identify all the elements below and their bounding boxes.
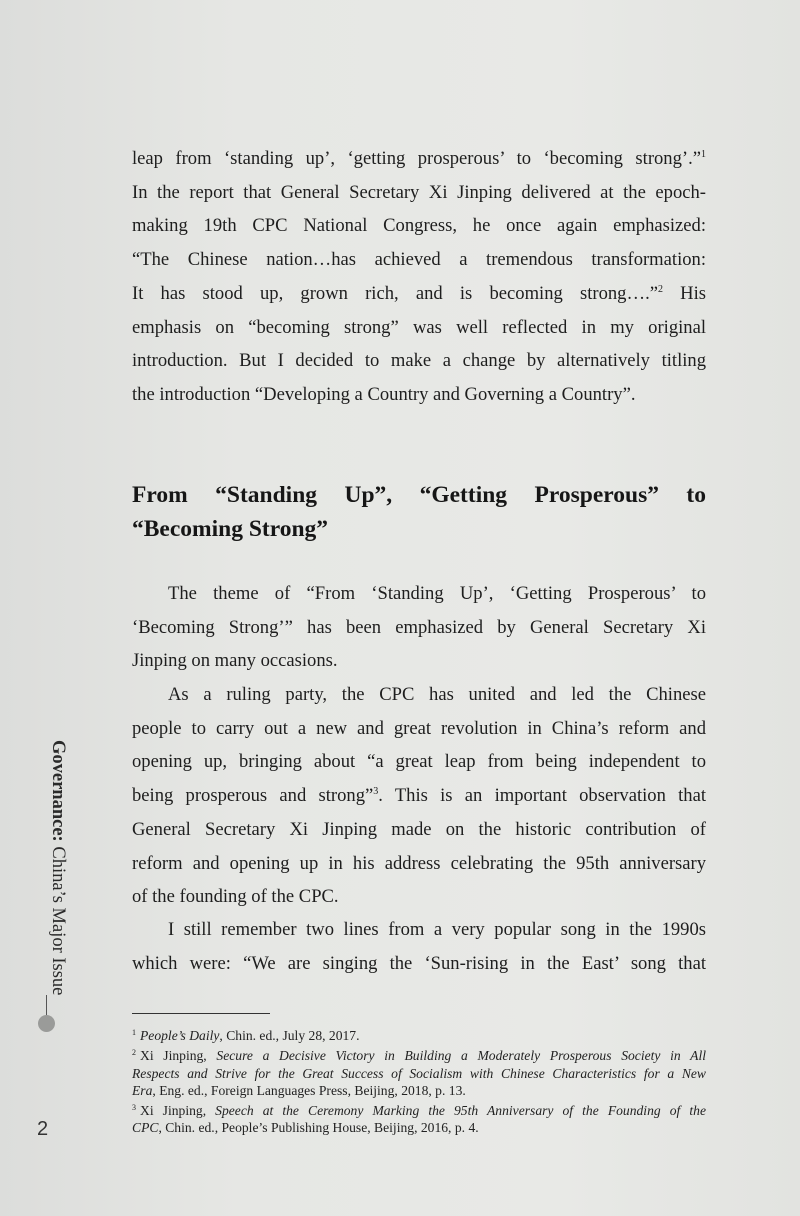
footnote-2: $^2$ Xi Jinping, Secure a Decisive Victory in Building a Moderately Prosperous Society in All [132,1048,706,1064]
footnote-3: $^3$ Xi Jinping, Speech at the Ceremony Marking the 95th Anniversary of the Founding of the [132,1103,706,1119]
page-number: 2 [37,1118,49,1140]
heading-line: “Becoming Strong” [132,516,329,542]
text-line: reform and opening up in his address celebrating the 95th anniversary [132,852,706,874]
text-line: which were: “We are singing the ‘Sun-rising in the East’ song that [132,952,706,974]
footnote-2-cont: Era, Eng. ed., Foreign Languages Press, Beijing, 2018, p. 13. [132,1082,466,1098]
text-line: “The Chinese nation…has achieved a tremendous transformation: [132,249,706,271]
text-line: the introduction “Developing a Country and Governing a Country”. [132,383,636,405]
text-line: Jinping on many occasions. [132,650,338,672]
text-line: General Secretary Xi Jinping made on the historic contribution of [132,818,706,840]
text-line: The theme of “From ‘Standing Up’, ‘Getting Prosperous’ to [168,583,706,604]
text-line: being prosperous and strong”$^3$. This is an important observation that [132,785,707,807]
text-line: opening up, bringing about “a great leap from being independent to [132,751,706,773]
text-line: of the founding of the CPC. [132,886,339,908]
text-line: leap from ‘standing up’, ‘getting prosperous’ to ‘becoming strong’.”$^1$ [132,148,706,169]
footnote-divider [132,1013,270,1014]
footnote-2-cont: Respects and Strive for the Great Success of Socialism with Chinese Characteristics for a New [132,1065,706,1081]
body-paragraph-3 [132,913,706,980]
sidebar-rule [46,995,47,1017]
heading-line: From “Standing Up”, “Getting Prosperous” to [132,482,706,508]
sidebar-dot-icon [38,1015,55,1032]
section-heading [132,478,706,546]
footnote-ref[interactable]: 3 [373,786,379,798]
text-line: emphasis on “becoming strong” was well reflected in my original [132,316,706,338]
body-paragraph-1 [132,577,706,678]
text-line: making 19th CPC National Congress, he once again emphasized: [132,215,706,237]
running-title-bold: Governance: [48,740,68,842]
text-line: I still remember two lines from a very popular song in the 1990s [168,919,706,940]
body-paragraph-top [132,142,706,412]
text-line: introduction. But I decided to make a change by alternatively titling [132,350,706,372]
text-line: people to carry out a new and great revolution in China’s reform and [132,717,706,739]
footnotes [132,1024,706,1137]
footnote-3-cont: CPC, Chin. ed., People’s Publishing House, Beijing, 2016, p. 4. [132,1120,479,1136]
footnote-ref[interactable]: 2 [657,283,663,295]
footnote-ref[interactable]: 1 [701,149,706,160]
text-line: It has stood up, grown rich, and is becoming strong….”$^2$ His [132,282,706,304]
footnote-1: $^1$ People’s Daily, Chin. ed., July 28, 2017. [132,1028,360,1043]
text-line: As a ruling party, the CPC has united and led the Chinese [168,684,706,705]
text-line: ‘Becoming Strong’” has been emphasized by General Secretary Xi [132,616,706,638]
text-line: In the report that General Secretary Xi Jinping delivered at the epoch- [132,181,706,203]
running-title-rest: China’s Major Issue [48,841,68,996]
running-title [22,740,70,1000]
body-paragraph-2 [132,678,706,914]
